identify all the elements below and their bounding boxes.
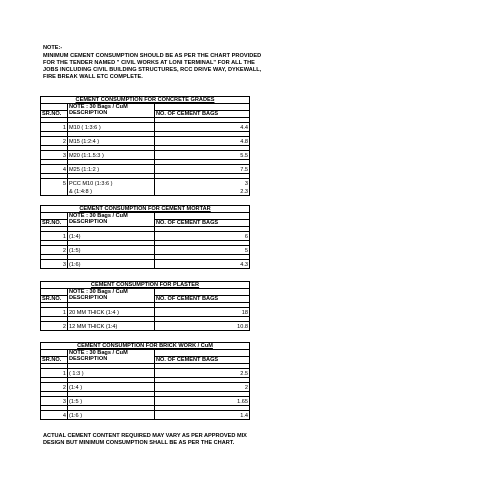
col-desc: DESCRIPTION bbox=[68, 219, 155, 226]
table-row bbox=[41, 178, 250, 187]
table-row bbox=[41, 307, 250, 316]
row-bags: 6 bbox=[155, 231, 250, 240]
row-desc: (1:6) bbox=[68, 259, 155, 268]
row-desc: (1:6 ) bbox=[68, 410, 155, 419]
row-bags: 2 bbox=[155, 382, 250, 391]
table-note: NOTE : 30 Bags / CuM bbox=[68, 213, 155, 220]
table-note: NOTE : 30 Bags / CuM bbox=[68, 289, 155, 296]
row-desc: PCC M10 (1:3:6 ) bbox=[68, 178, 155, 187]
row-sr: 2 bbox=[41, 245, 68, 254]
row-bags: 2.5 bbox=[155, 368, 250, 377]
col-sr: SR.NO. bbox=[41, 110, 68, 117]
row-sr: 3 bbox=[41, 259, 68, 268]
table-row bbox=[41, 382, 250, 391]
col-desc: DESCRIPTION bbox=[68, 356, 155, 363]
table-row bbox=[41, 231, 250, 240]
col-sr: SR.NO. bbox=[41, 356, 68, 363]
row-sr: 5 bbox=[41, 178, 68, 187]
row-desc: & (1:4:8 ) bbox=[68, 187, 155, 196]
row-sr: 3 bbox=[41, 150, 68, 159]
footer-line: ACTUAL CEMENT CONTENT REQUIRED MAY VARY AS PER APPROVED MIX bbox=[43, 433, 247, 439]
row-bags: 4.3 bbox=[155, 259, 250, 268]
row-desc: 20 MM THICK (1:4 ) bbox=[68, 307, 155, 316]
row-bags: 5.5 bbox=[155, 150, 250, 159]
table-row bbox=[41, 321, 250, 330]
row-sr: 2 bbox=[41, 321, 68, 330]
row-bags: 18 bbox=[155, 307, 250, 316]
row-desc: (1:4) bbox=[68, 231, 155, 240]
brick-work-table bbox=[40, 342, 250, 420]
note-line: JOBS INCLUDING CIVIL BUILDING STRUCTURES, RCC DRIVE WAY, DYKEWALL, bbox=[43, 67, 262, 73]
row-bags: 10.8 bbox=[155, 321, 250, 330]
concrete-grades-table bbox=[40, 96, 250, 196]
cement-mortar-table bbox=[40, 205, 250, 269]
row-desc: M20 (1:1.5:3 ) bbox=[68, 150, 155, 159]
table-row bbox=[41, 410, 250, 419]
note-line: FIRE BREAK WALL ETC COMPLETE. bbox=[43, 74, 143, 80]
row-sr: 1 bbox=[41, 231, 68, 240]
plaster-table bbox=[40, 281, 250, 331]
note-line: FOR THE TENDER NAMED " CIVIL WORKS AT LONI TERMINAL" FOR ALL THE bbox=[43, 60, 255, 66]
table-title: CEMENT CONSUMPTION FOR BRICK WORK / CuM bbox=[41, 343, 250, 350]
table-row bbox=[41, 245, 250, 254]
table-title: CEMENT CONSUMPTION FOR CEMENT MORTAR bbox=[41, 206, 250, 213]
row-desc: M25 (1:1:2 ) bbox=[68, 164, 155, 173]
note-title: NOTE:- bbox=[43, 45, 63, 51]
row-desc: (1:5) bbox=[68, 245, 155, 254]
table-note: NOTE : 30 Bags / CuM bbox=[68, 350, 155, 357]
row-sr: 3 bbox=[41, 396, 68, 405]
row-desc: M10 ( 1:3:6 ) bbox=[68, 122, 155, 131]
row-sr: 1 bbox=[41, 122, 68, 131]
row-sr: 4 bbox=[41, 164, 68, 173]
row-desc: (1:4 ) bbox=[68, 382, 155, 391]
col-desc: DESCRIPTION bbox=[68, 295, 155, 302]
row-bags: 4.4 bbox=[155, 122, 250, 131]
row-desc: M15 (1:2:4 ) bbox=[68, 136, 155, 145]
table-row bbox=[41, 122, 250, 131]
col-sr: SR.NO. bbox=[41, 295, 68, 302]
col-bags: NO. OF CEMENT BAGS bbox=[155, 219, 250, 226]
row-bags: 2.3 bbox=[155, 187, 250, 196]
row-bags: 5 bbox=[155, 245, 250, 254]
row-sr: 1 bbox=[41, 368, 68, 377]
row-bags: 7.5 bbox=[155, 164, 250, 173]
col-sr: SR.NO. bbox=[41, 219, 68, 226]
col-desc: DESCRIPTION bbox=[68, 110, 155, 117]
row-bags: 1.4 bbox=[155, 410, 250, 419]
table-row bbox=[41, 187, 250, 196]
row-bags: 1.65 bbox=[155, 396, 250, 405]
note-line: MINIMUM CEMENT CONSUMPTION SHOULD BE AS PER THE CHART PROVIDED bbox=[43, 53, 262, 59]
col-bags: NO. OF CEMENT BAGS bbox=[155, 356, 250, 363]
row-desc: (1:5 ) bbox=[68, 396, 155, 405]
row-sr: 2 bbox=[41, 136, 68, 145]
row-sr: 4 bbox=[41, 410, 68, 419]
row-bags: 3 bbox=[155, 178, 250, 187]
table-row bbox=[41, 164, 250, 173]
row-sr: 1 bbox=[41, 307, 68, 316]
table-row bbox=[41, 150, 250, 159]
table-row bbox=[41, 396, 250, 405]
table-title: CEMENT CONSUMPTION FOR CONCRETE GRADES bbox=[41, 97, 250, 104]
col-bags: NO. OF CEMENT BAGS bbox=[155, 110, 250, 117]
row-desc: ( 1:3 ) bbox=[68, 368, 155, 377]
table-row bbox=[41, 368, 250, 377]
row-sr: 2 bbox=[41, 382, 68, 391]
table-row bbox=[41, 136, 250, 145]
table-row bbox=[41, 259, 250, 268]
table-title: CEMENT CONSUMPTION FOR PLASTER bbox=[41, 282, 250, 289]
table-note: NOTE : 30 Bags / CuM bbox=[68, 104, 155, 111]
row-bags: 4.8 bbox=[155, 136, 250, 145]
footer-line: DESIGN BUT MINIMUM CONSUMPTION SHALL BE AS PER THE CHART. bbox=[43, 440, 235, 446]
row-desc: 12 MM THICK (1:4) bbox=[68, 321, 155, 330]
col-bags: NO. OF CEMENT BAGS bbox=[155, 295, 250, 302]
